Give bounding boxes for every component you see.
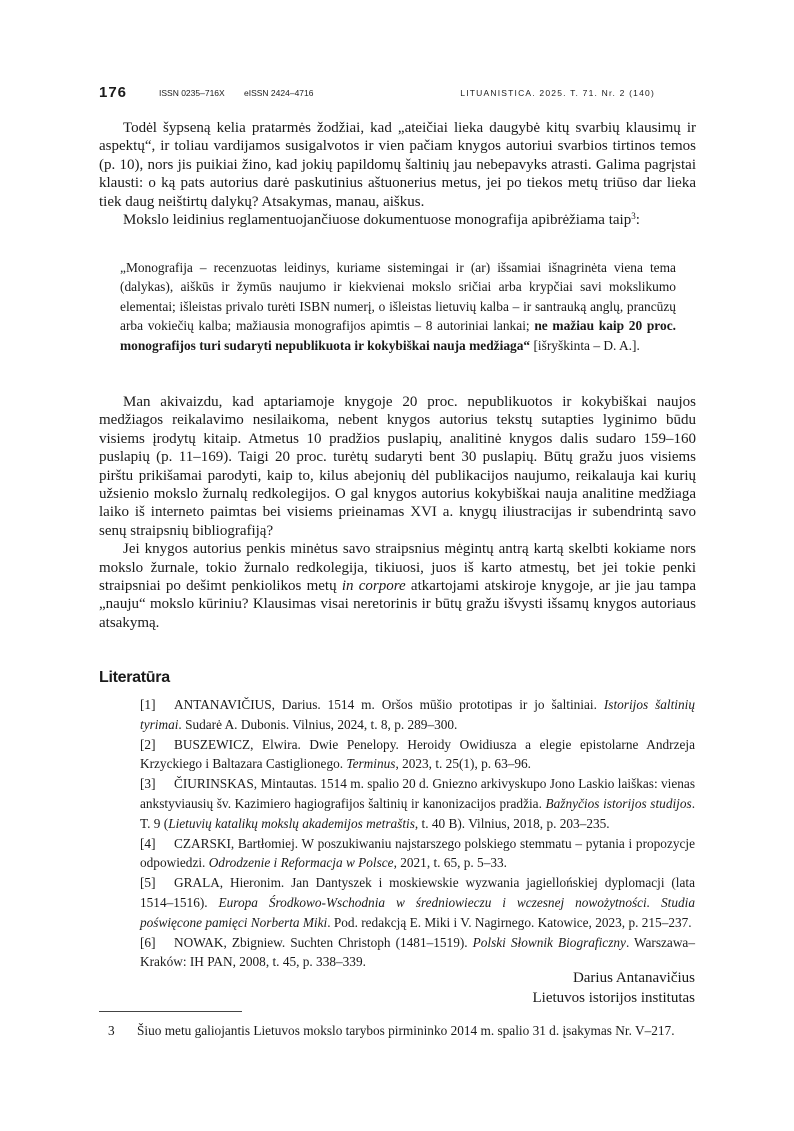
author-institution: Lietuvos istorijos institutas [532,989,695,1006]
reference-item: [5] GRALA, Hieronim. Jan Dantyszek i moskiewskie wyzwania jagiellońskiej dyplomacji (lata 1514–1516). Europa Środkowo-Wschodnia w średniowieczu i wczesnej nowożytności. Studia poświęcone pamięci Norberta Miki. Pod. redakcją E. Miki i V. Nagirnego. Katowice, 2023, p. 215–237. [140,875,695,930]
author-signature [532,969,695,1008]
footnote [108,1022,708,1039]
reference-item: [6] NOWAK, Zbigniew. Suchten Christoph (1481–1519). Polski Słownik Biograficzny. Warszawa–Kraków: IH PAN, 2008, t. 45, p. 338–339. [140,934,695,970]
page-number: 176 [99,84,128,101]
footnote-ref: 3 [631,211,636,222]
block-quote: „Monografija – recenzuotas leidinys, kuriame sistemingai ir (ar) išsamiai išnagrinėta viena tema (dalykas), aiškūs ir žymūs naujumo ir kiekvienai mokslo sričiai arba krypčiai savi mokslikumo elementai; išleistas privalo turėti ISBN numerį, o išleistas lietuvių kalba – ir santrauką anglų, prancūzų arba vokiečių kalba; mažiausia monografijos apimtis – 8 autoriniai lankai; ne mažiau kaip 20 proc. monografijos turi sudaryti nepublikuota ir kokybiškai nauja medžiaga“ [išryškinta – D. A.]. [120,260,676,353]
footnote-number: 3 [108,1023,115,1038]
running-header [99,84,655,104]
author-name: Darius Antanavičius [572,970,695,986]
body-text-bottom [99,393,696,632]
reference-item: [2] BUSZEWICZ, Elwira. Dwie Penelopy. Heroidy Owidiusza a elegie epistolarne Andrzeja Krzyckiego i Baltazara Castiglionego. Terminus, 2023, t. 25(1), p. 63–96. [140,736,695,772]
footnote-text: Šiuo metu galiojantis Lietuvos mokslo tarybos pirmininko 2014 m. spalio 31 d. įsakymas Nr. V–217. [137,1023,675,1038]
quote-emphasis: ne mažiau kaip 20 proc. monografijos turi sudaryti nepublikuota ir kokybiškai nauja medžiaga“ [120,318,676,353]
paragraph-1: Todėl šypseną kelia pratarmės žodžiai, kad „ateičiai lieka daugybė kitų svarbių klausimų ir aspektų“, ir toliau vardijamos susigalvotos ir vien pačiam knygos autoriui svarbios tirtinos temos (p. 10), nors jis puikiai žino, kad jokių papildomų šaltinių jau nebepavyks atrasti. Galima pagrįstai klausti: o ką pats autorius darė paskutinius aštuonerius metus, jei po tiekos metų triūso dar lieka tiek daug neištirtų dalykų? Atsakymas, manau, aiškus. [99,120,696,210]
paragraph-3: Man akivaizdu, kad aptariamoje knygoje 20 proc. nepublikuotos ir kokybiškai naujos medžiagos reikalavimo nesilaikoma, nebent knygos autorius tekstų sutapties lyginimo būdu visiems įrodytų kitaip. Atmetus 10 pradžios puslapių, analitinė knygos dalis sudaro 159–160 puslapių (p. 11–169). Taigi 20 proc. turėtų sudaryti bent 30 puslapių. Būtų gražu juos visiems pirštu prikišamai parodyti, kaip to, kilus abejonių dėl publikacijos naujumo, reikalauja kai kurių užsienio mokslo žurnalų redkolegijos. O gal knygos autorius kokybiškai nauja analitine medžiaga laiko iš interneto paimtas bei visiems prieinamas XVI a. knygų iliustracijas ir subendrintą savo senų straipsnių bibliografiją? [99,394,696,539]
reference-item: [4] CZARSKI, Bartłomiej. W poszukiwaniu najstarszego polskiego stemmatu – pytania i propozycje odpowiedzi. Odrodzenie i Reformacja w Polsce, 2021, t. 65, p. 5–33. [140,835,695,871]
paragraph-4: Jei knygos autorius penkis minėtus savo straipsnius mėgintų antrą kartą skelbti kokiame nors mokslo žurnale, tokio žurnalo redkolegija, tikiuosi, juos iš karto atmestų, bet jei tokie penki straipsniai po dešimt penkiolikos metų in corpore atkartojami atskiroje knygoje, ar jie jau tampa „nauju“ mokslo kūriniu? Klausimas visai neretorinis ir būtų gražu išvysti išsamų knygos autoriaus atsakymą. [99,541,696,631]
issn: ISSN 0235–716X [159,88,225,98]
reference-item: [3] ČIURINSKAS, Mintautas. 1514 m. spalio 20 d. Gniezno arkivyskupo Jono Laskio laiškas: vienas ankstyviausių šv. Kazimiero hagiografijos šaltinių ir kanonizacijos pradžia. Bažnyčios istorijos studijos. T. 9 (Lietuvių katalikų mokslų akademijos metraštis, t. 40 B). Vilnius, 2018, p. 203–235. [140,776,696,831]
reference-item: [1] ANTANAVIČIUS, Darius. 1514 m. Oršos mūšio prototipas ir jo šaltiniai. Istorijos šaltinių tyrimai. Sudarė A. Dubonis. Vilnius, 2024, t. 8, p. 289–300. [140,697,695,732]
footnote-divider [99,1011,242,1012]
body-text-top [99,119,696,229]
reference-list [140,695,695,972]
eissn: eISSN 2424–4716 [244,88,314,98]
literature-heading: Literatūra [99,669,170,686]
paragraph-2: Mokslo leidinius reglamentuojančiuose dokumentuose monografija apibrėžiama taip$^3$: [123,211,640,229]
journal-title: LITUANISTICA. 2025. T. 71. Nr. 2 (140) [460,88,655,98]
